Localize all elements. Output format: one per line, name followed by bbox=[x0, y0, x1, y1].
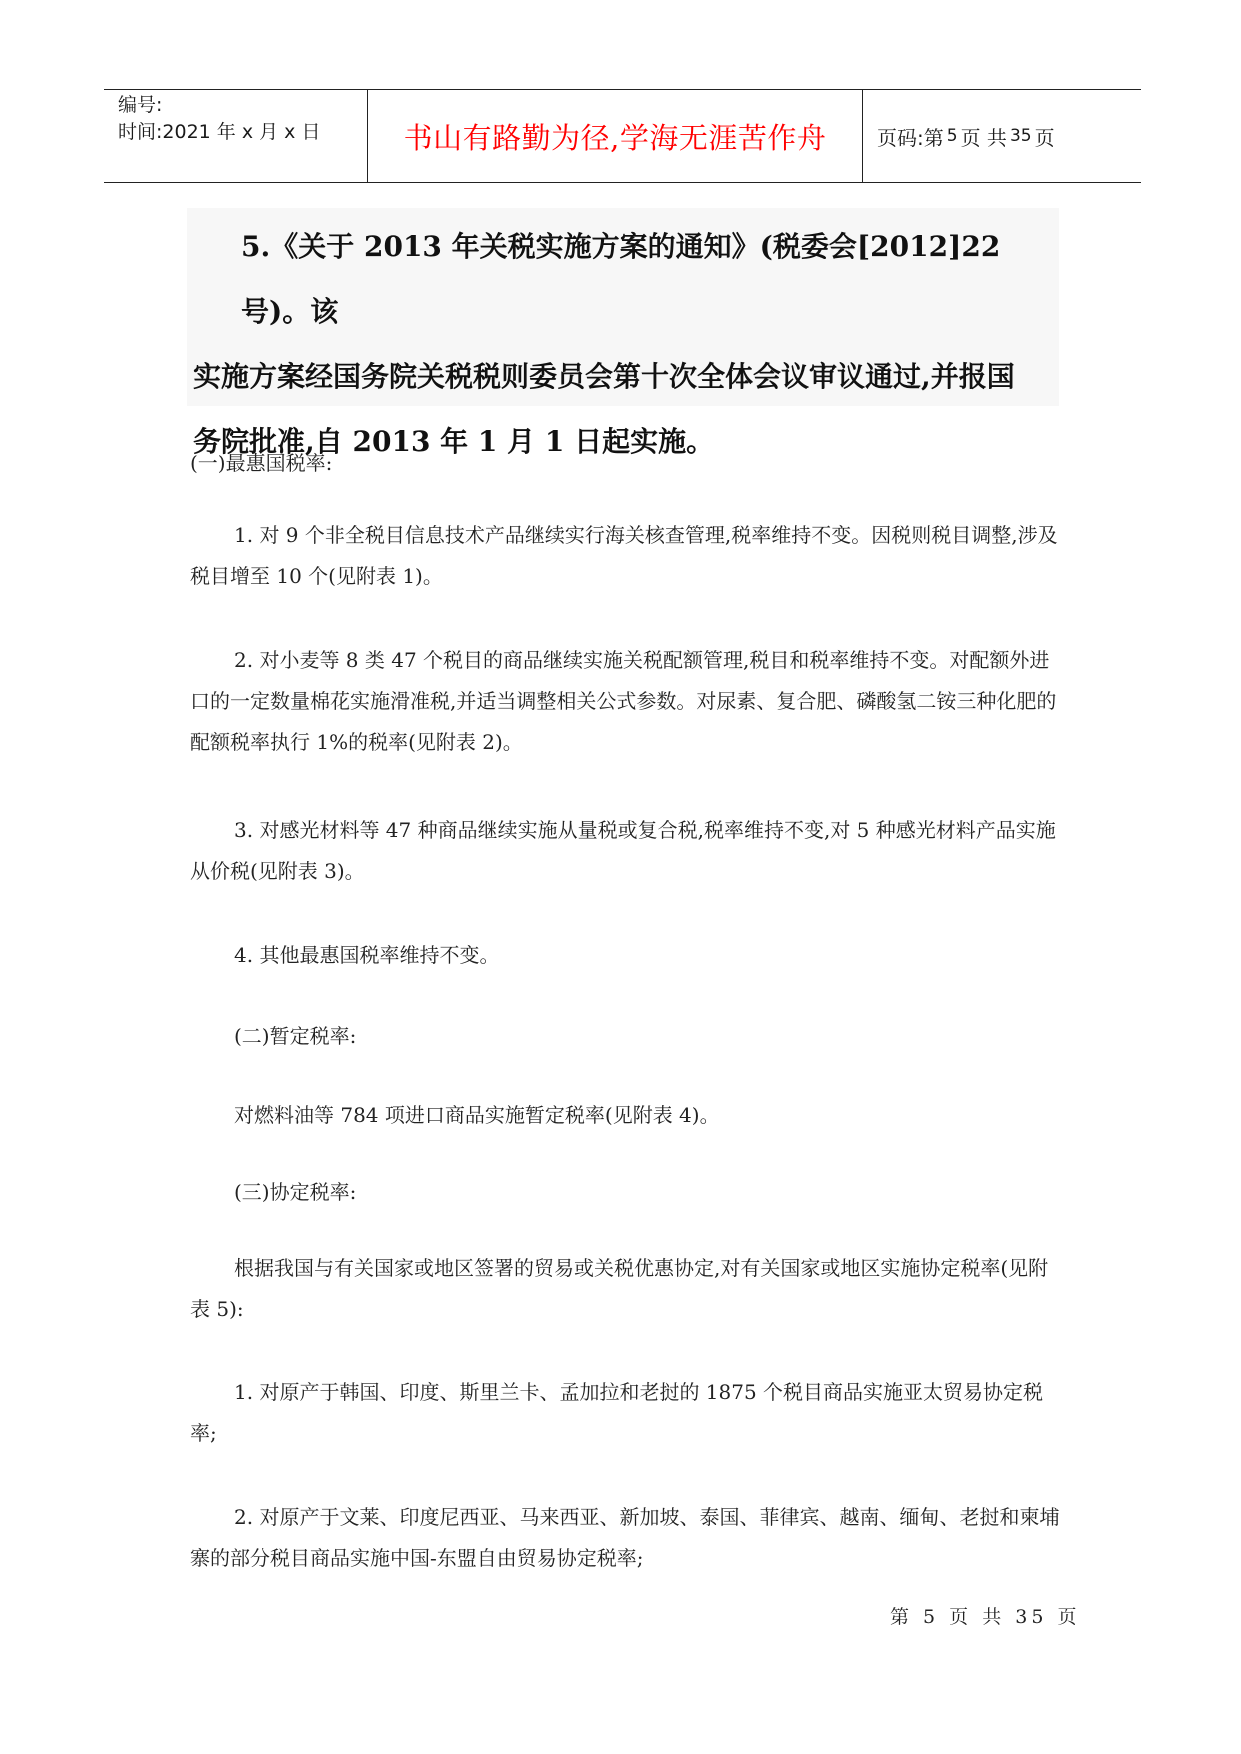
page-suffix: 页 bbox=[1034, 125, 1055, 150]
paragraph-agreement-intro: 根据我国与有关国家或地区签署的贸易或关税优惠协定,对有关国家或地区实施协定税率(见附表 5): bbox=[190, 1256, 1049, 1321]
section-heading-mfn: (一)最惠国税率: bbox=[190, 451, 333, 475]
page-number: 5 bbox=[946, 126, 958, 146]
paragraph-agreement-1: 1. 对原产于韩国、印度、斯里兰卡、孟加拉和老挝的 1875 个税目商品实施亚太贸易协定税率; bbox=[190, 1380, 1044, 1445]
paragraph-item-4: 4. 其他最惠国税率维持不变。 bbox=[234, 943, 500, 967]
page-total: 35 bbox=[1009, 126, 1032, 146]
section-heading-agreement: (三)协定税率: bbox=[234, 1180, 357, 1204]
page-footer: 第 5 页 共 35 页 bbox=[890, 1606, 1081, 1628]
header-motto: 书山有路勤为径,学海无涯苦作舟 bbox=[368, 90, 863, 182]
title-line-3: 务院批准,自 2013 年 1 月 1 日起实施。 bbox=[193, 425, 715, 458]
time-label: 时间:2021 年 x 月 x 日 bbox=[118, 121, 321, 143]
section-heading-provisional: (二)暂定税率: bbox=[234, 1024, 357, 1048]
title-line-2: 实施方案经国务院关税税则委员会第十次全体会议审议通过,并报国 bbox=[193, 360, 1015, 393]
page-mid: 页 共 bbox=[960, 125, 1007, 150]
title-line-1: 5.《关于 2013 年关税实施方案的通知》(税委会[2012]22 号)。该 bbox=[241, 230, 1001, 328]
paragraph-item-2: 2. 对小麦等 8 类 47 个税目的商品继续实施关税配额管理,税目和税率维持不变。对配额外进口的一定数量棉花实施滑准税,并适当调整相关公式参数。对尿素、复合肥、磷酸氢二铵三种化肥的配额税率执行 1%的税率(见附表 2)。 bbox=[190, 648, 1057, 754]
paragraph-item-1: 1. 对 9 个非全税目信息技术产品继续实行海关核查管理,税率维持不变。因税则税目调整,涉及税目增至 10 个(见附表 1)。 bbox=[190, 523, 1058, 588]
header-meta bbox=[104, 90, 368, 182]
header-page-info bbox=[863, 90, 1141, 182]
page-header bbox=[104, 89, 1141, 183]
paragraph-provisional: 对燃料油等 784 项进口商品实施暂定税率(见附表 4)。 bbox=[234, 1103, 720, 1127]
number-label: 编号: bbox=[118, 94, 163, 116]
document-title bbox=[187, 208, 1059, 458]
paragraph-item-3: 3. 对感光材料等 47 种商品继续实施从量税或复合税,税率维持不变,对 5 种感光材料产品实施从价税(见附表 3)。 bbox=[190, 818, 1056, 883]
paragraph-agreement-2: 2. 对原产于文莱、印度尼西亚、马来西亚、新加坡、泰国、菲律宾、越南、缅甸、老挝和柬埔寨的部分税目商品实施中国-东盟自由贸易协定税率; bbox=[190, 1505, 1060, 1570]
page-prefix: 页码:第 bbox=[877, 125, 944, 150]
